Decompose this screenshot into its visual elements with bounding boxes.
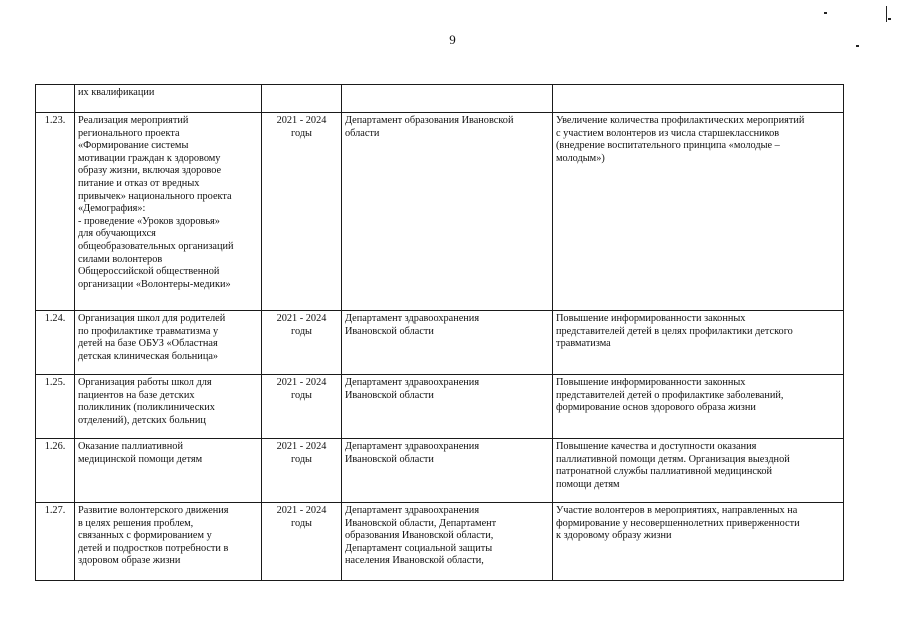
description-line: Развитие волонтерского движения <box>78 505 229 516</box>
row-number: 1.23. <box>36 113 75 311</box>
description-line: в целях решения проблем, <box>78 517 194 529</box>
row-number <box>36 85 75 113</box>
table-row <box>36 311 844 375</box>
row-result: Повышение качества и доступности оказания паллиативной помощи детям. Организация выездной патронатной службы паллиативной медицинской помощи детям <box>553 439 844 503</box>
row-description <box>75 503 262 581</box>
row-number: 1.25. <box>36 375 75 439</box>
row-period: 2021 - 2024 годы <box>262 375 342 439</box>
row-department <box>342 85 553 113</box>
table-row <box>36 85 844 113</box>
row-result: Повышение информированности законных представителей детей в целях профилактики детского травматизма <box>553 311 844 375</box>
row-period <box>262 85 342 113</box>
row-department: Департамент здравоохранения Ивановской области <box>342 439 553 503</box>
row-result: Увеличение количества профилактических мероприятий с участием волонтеров из числа старшеклассников (внедрение воспитательного принципа «молодые – молодым») <box>553 113 844 311</box>
table-row <box>36 503 844 581</box>
table-row <box>36 113 844 311</box>
activities-table <box>35 84 844 581</box>
row-description: Организация работы школ для пациентов на базе детских поликлиник (поликлинических отделений), детских больниц <box>75 375 262 439</box>
row-description: Оказание паллиативной медицинской помощи детям <box>75 439 262 503</box>
description-line: здоровом образе жизни <box>78 555 181 567</box>
row-number: 1.27. <box>36 503 75 581</box>
scan-mark <box>856 45 859 47</box>
page-number: 9 <box>449 32 456 47</box>
row-description: их квалификации <box>75 85 262 113</box>
row-period: 2021 - 2024 годы <box>262 311 342 375</box>
row-department: Департамент образования Ивановской области <box>342 113 553 311</box>
table-row <box>36 375 844 439</box>
row-number: 1.26. <box>36 439 75 503</box>
row-result: Повышение информированности законных представителей детей о профилактике заболеваний, формирование основ здорового образа жизни <box>553 375 844 439</box>
row-period: 2021 - 2024 годы <box>262 113 342 311</box>
row-number: 1.24. <box>36 311 75 375</box>
description-line: детей и подростков потребности в <box>78 542 229 554</box>
row-result <box>553 85 844 113</box>
description-line: связанных с формированием у <box>78 530 212 542</box>
row-result: Участие волонтеров в мероприятиях, направленных на формирование у несовершеннолетних приверженности к здоровому образу жизни <box>553 503 844 581</box>
row-period: 2021 - 2024 годы <box>262 503 342 581</box>
row-department: Департамент здравоохранения Ивановской области <box>342 375 553 439</box>
table-row <box>36 439 844 503</box>
row-department: Департамент здравоохранения Ивановской области, Департамент образования Ивановской области, Департамент социальной защиты населения Ивановской области, <box>342 503 553 581</box>
scan-mark <box>888 18 891 20</box>
scan-mark <box>886 6 887 22</box>
row-department: Департамент здравоохранения Ивановской области <box>342 311 553 375</box>
row-period: 2021 - 2024 годы <box>262 439 342 503</box>
scan-mark <box>824 12 827 14</box>
row-description: Реализация мероприятий регионального проекта «Формирование системы мотивации граждан к здоровому образу жизни, включая здоровое питание и отказ от вредных привычек» национального проекта «Демография»: - проведение «Уроков здоровья» для обучающихся общеобразовательных организаций силами волонтеров Общероссийской общественной организации «Волонтеры-медики» <box>75 113 262 311</box>
row-description: Организация школ для родителей по профилактике травматизма у детей на базе ОБУЗ «Областная детская клиническая больница» <box>75 311 262 375</box>
